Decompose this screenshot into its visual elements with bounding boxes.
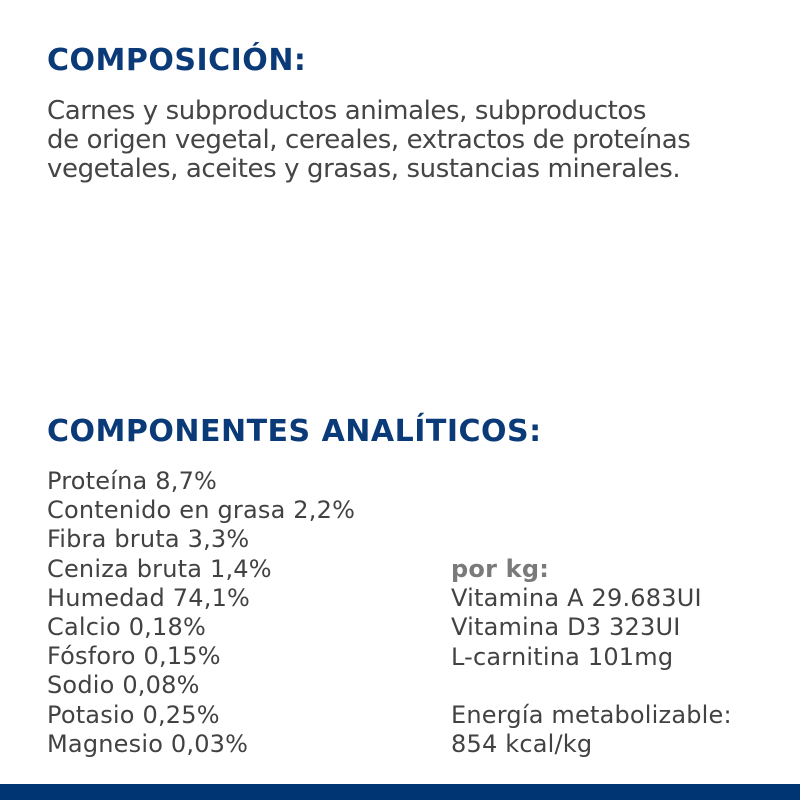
spacer <box>451 672 732 701</box>
composition-text <box>47 97 777 184</box>
analytical-components-heading: COMPONENTES ANALÍTICOS: <box>47 414 542 449</box>
analytic-item-magnesium: Magnesio 0,03% <box>47 729 249 758</box>
composition-line: de origen vegetal, cereales, extractos de proteínas <box>47 125 691 155</box>
analytic-item-fibre: Fibra bruta 3,3% <box>47 525 250 554</box>
footer-bar <box>0 784 800 800</box>
per-kg-label: por kg: <box>451 555 549 583</box>
analytic-item-sodium: Sodio 0,08% <box>47 671 200 700</box>
analytic-item-potassium: Potasio 0,25% <box>47 700 220 729</box>
analytic-item-calcium: Calcio 0,18% <box>47 613 206 642</box>
analytic-item-ash: Ceniza bruta 1,4% <box>47 554 272 583</box>
composition-line: vegetales, aceites y grasas, sustancias minerales. <box>47 154 681 184</box>
analytic-item-moisture: Humedad 74,1% <box>47 583 251 612</box>
per-kg-section <box>451 555 732 759</box>
per-kg-item-l-carnitine: L-carnitina 101mg <box>451 642 674 671</box>
composition-heading: COMPOSICIÓN: <box>47 43 307 78</box>
per-kg-item-vitamin-a: Vitamina A 29.683UI <box>451 584 702 613</box>
analytic-item-phosphorus: Fósforo 0,15% <box>47 642 221 671</box>
per-kg-item-vitamin-d3: Vitamina D3 323UI <box>451 613 681 642</box>
energy-value: 854 kcal/kg <box>451 730 593 759</box>
analytic-item-fat: Contenido en grasa 2,2% <box>47 496 356 525</box>
composition-line: Carnes y subproductos animales, subproductos <box>47 96 647 126</box>
analytical-components-list <box>47 467 355 759</box>
analytic-item-protein: Proteína 8,7% <box>47 467 218 495</box>
energy-label: Energía metabolizable: <box>451 701 732 729</box>
